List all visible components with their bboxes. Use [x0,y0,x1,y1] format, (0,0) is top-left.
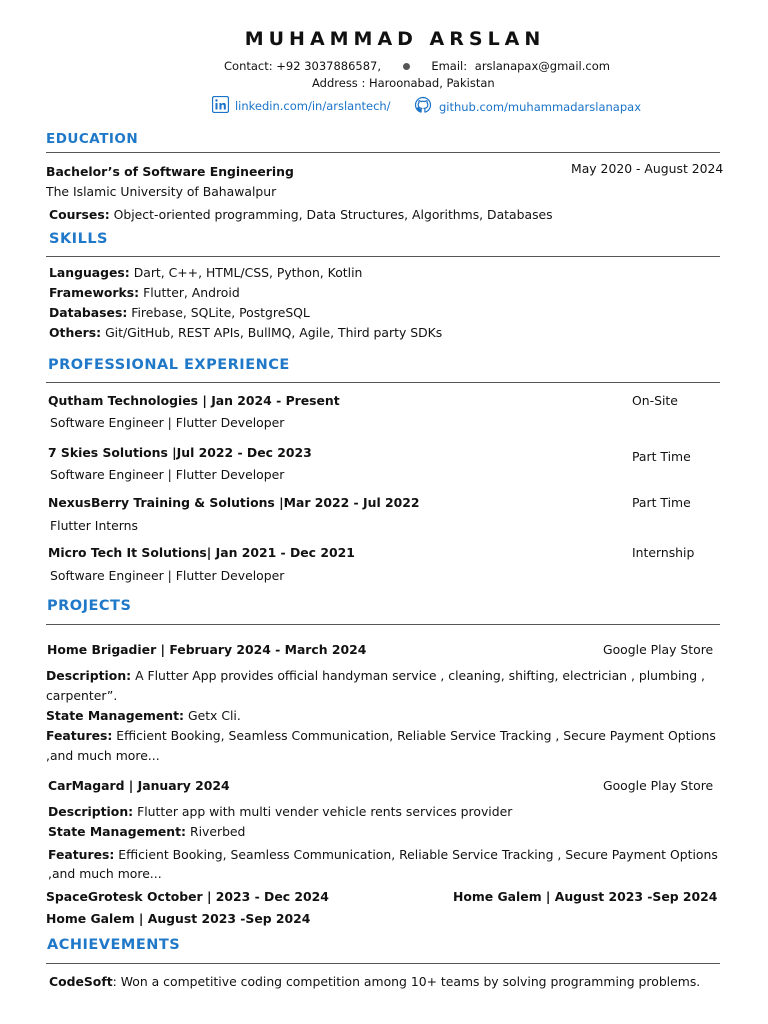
job-role: Software Engineer | Flutter Developer [50,467,285,482]
job-company: 7 Skies Solutions |Jul 2022 - Dec 2023 [48,445,312,460]
project-features [46,728,716,743]
job-type: Part Time [632,449,691,464]
skill-label: Databases: [49,305,128,320]
features-text-cont: ,and much more... [46,748,160,763]
skill-label: Others: [49,325,102,340]
job-role: Software Engineer | Flutter Developer [50,568,285,583]
job-type: On-Site [632,393,678,408]
project-title: SpaceGrotesk October | 2023 - Dec 2024 [46,889,329,904]
state-value: Getx Cli. [187,708,241,723]
job-company: Micro Tech It Solutions| Jan 2021 - Dec 2021 [48,545,355,560]
project-title: Home Brigadier | February 2024 - March 2024 [47,642,367,657]
linkedin-link[interactable] [212,96,391,116]
features-text: Efficient Booking, Seamless Communication, Reliable Service Tracking , Secure Payment Options [116,728,716,743]
achievement-label: CodeSoft [49,974,113,989]
project-title: Home Galem | August 2023 -Sep 2024 [46,911,311,926]
candidate-name: MUHAMMAD ARSLAN [244,28,546,50]
education-divider [46,152,720,153]
features-label: Features: [46,728,113,743]
project-title: CarMagard | January 2024 [48,778,230,793]
description-label: Description: [46,668,132,683]
courses-label: Courses: [49,207,110,222]
linkedin-icon [212,96,229,116]
description-text: Flutter app with multi vender vehicle rents services provider [137,804,513,819]
phone-text: Contact: +92 3037886587, [224,59,382,73]
skills-heading: SKILLS [49,231,108,247]
skill-value: Flutter, Android [143,285,240,300]
achievements-divider [46,963,720,964]
description-text-cont: carpenter”. [46,688,118,703]
education-heading: EDUCATION [46,131,139,147]
project-state-management [46,708,241,723]
github-url[interactable]: github.com/muhammadarslanapax [438,99,642,114]
skill-label: Frameworks: [49,285,140,300]
projects-heading: PROJECTS [47,598,132,614]
experience-divider [46,382,720,383]
skill-value: Git/GitHub, REST APIs, BullMQ, Agile, Third party SDKs [105,325,443,340]
job-company: Qutham Technologies | Jan 2024 - Present [48,393,340,408]
description-label: Description: [48,804,134,819]
job-type: Internship [632,545,695,560]
project-title: Home Galem | August 2023 -Sep 2024 [453,889,718,904]
skill-label: Languages: [49,265,130,280]
contact-line [224,59,610,73]
project-features [48,847,718,862]
separator-dot [403,63,410,70]
achievement-text: : Won a competitive coding competition among 10+ teams by solving programming problems. [112,974,701,989]
skill-value: Firebase, SQLite, PostgreSQL [131,305,310,320]
job-type: Part Time [632,495,691,510]
description-text: A Flutter App provides official handyman service , cleaning, shifting, electrician , plumbing , [135,668,705,683]
email-text[interactable]: arslanapax@gmail.com [474,59,610,73]
project-description [48,804,512,819]
project-state-management [48,824,245,839]
courses-value: Object-oriented programming, Data Structures, Algorithms, Databases [113,207,553,222]
experience-heading: PROFESSIONAL EXPERIENCE [48,357,290,373]
features-label: Features: [48,847,115,862]
features-text-cont: ,and much more... [48,866,162,881]
state-label: State Management: [48,824,187,839]
skills-divider [46,256,720,257]
degree-title: Bachelor’s of Software Engineering [46,164,294,179]
job-role: Software Engineer | Flutter Developer [50,415,285,430]
state-value: Riverbed [189,824,246,839]
projects-divider [46,624,720,625]
linkedin-url[interactable]: linkedin.com/in/arslantech/ [234,99,391,113]
skill-languages [49,265,362,280]
email-label: Email: [431,59,468,73]
state-label: State Management: [46,708,185,723]
address-text: Address : Haroonabad, Pakistan [312,76,495,90]
achievement-item [49,974,700,989]
skill-value: Dart, C++, HTML/CSS, Python, Kotlin [133,265,363,280]
achievements-heading: ACHIEVEMENTS [47,937,181,953]
skill-others [49,325,442,340]
skill-databases [49,305,310,320]
features-text: Efficient Booking, Seamless Communication, Reliable Service Tracking , Secure Payment Options [118,847,718,862]
project-store: Google Play Store [603,778,714,793]
skill-frameworks [49,285,240,300]
education-dates: May 2020 - August 2024 [571,161,724,176]
github-link[interactable] [414,96,641,117]
school-name: The Islamic University of Bahawalpur [46,184,277,199]
project-store: Google Play Store [603,642,714,657]
job-role: Flutter Interns [50,518,138,533]
github-icon [414,96,432,117]
courses-line [49,207,553,222]
project-description [46,668,705,683]
job-company: NexusBerry Training & Solutions |Mar 2022 - Jul 2022 [48,495,420,510]
